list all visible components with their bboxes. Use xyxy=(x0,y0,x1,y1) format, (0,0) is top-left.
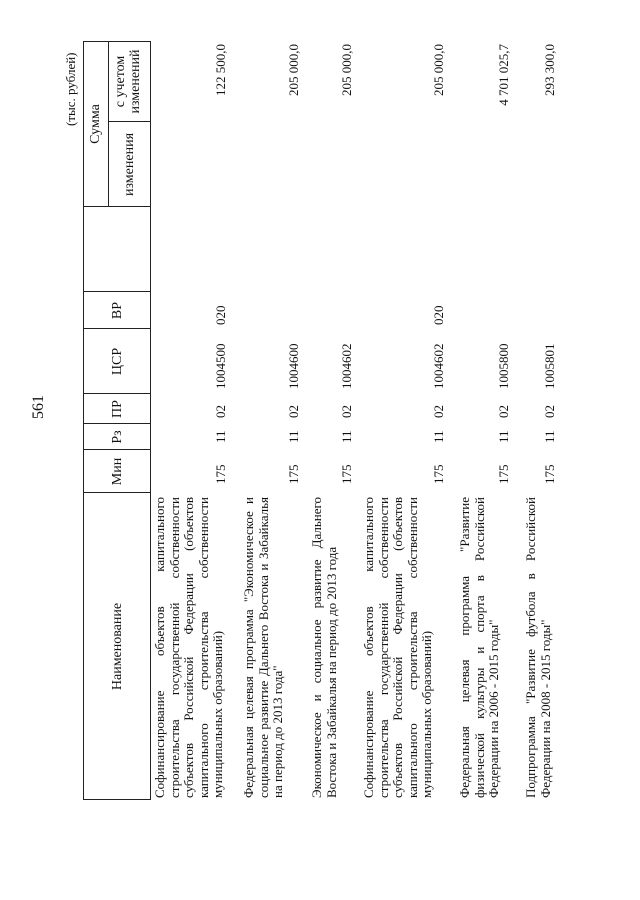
header-rz: Рз xyxy=(110,430,125,444)
row5-csr: 1005800 xyxy=(496,343,511,389)
row3-with-changes: 205 000,0 xyxy=(339,44,354,96)
row5-with-changes: 4 701 025,7 xyxy=(496,44,511,106)
header-name: Наименование xyxy=(110,602,125,691)
row2-with-changes: 205 000,0 xyxy=(286,44,301,96)
row4-csr: 1004602 xyxy=(431,343,446,389)
row4-min: 175 xyxy=(431,464,446,484)
row1-vr: 020 xyxy=(213,305,228,325)
row6-name: Подпрограмма "Развитие футбола в Российской Федерации на 2008 - 2015 годы" xyxy=(523,497,553,798)
row6-pr: 02 xyxy=(542,405,557,418)
row3-rz: 11 xyxy=(339,430,354,443)
row2-rz: 11 xyxy=(286,430,301,443)
row4-rz: 11 xyxy=(431,430,446,443)
row3-pr: 02 xyxy=(339,405,354,418)
row1-with-changes: 122 500,0 xyxy=(213,44,228,96)
sum-header-divider xyxy=(108,41,109,207)
row1-rz: 11 xyxy=(213,430,228,443)
header-min: Мин xyxy=(110,457,125,486)
row1-min: 175 xyxy=(213,464,228,484)
row2-csr: 1004600 xyxy=(286,343,301,389)
header-with-changes-line1: с учетом xyxy=(113,55,128,108)
row6-with-changes: 293 300,0 xyxy=(542,44,557,96)
row5-pr: 02 xyxy=(496,405,511,418)
header-bottom-border xyxy=(150,41,151,800)
row4-vr: 020 xyxy=(431,305,446,325)
row6-rz: 11 xyxy=(542,430,557,443)
row4-name: Софинансирование объектов капитального строительства государственной собственности субъектов Российской Федерации (объектов капитального строительства собственности муниципальных образований) xyxy=(361,497,435,798)
row6-min: 175 xyxy=(542,464,557,484)
row5-rz: 11 xyxy=(496,430,511,443)
row5-min: 175 xyxy=(496,464,511,484)
row2-name: Федеральная целевая программа "Экономическое и социальное развитие Дальнего Востока и Забайкалья на период до 2013 года" xyxy=(241,497,286,798)
row5-name: Федеральная целевая программа "Развитие физической культуры и спорта в Российской Федерации на 2006 - 2015 годы" xyxy=(457,497,502,798)
row4-with-changes: 205 000,0 xyxy=(431,44,446,96)
row6-csr: 1005801 xyxy=(542,343,557,389)
row3-min: 175 xyxy=(339,464,354,484)
row2-min: 175 xyxy=(286,464,301,484)
page-number: 561 xyxy=(30,395,47,419)
row2-pr: 02 xyxy=(286,405,301,418)
header-vr: ВР xyxy=(110,301,125,320)
header-with-changes xyxy=(113,41,143,122)
row3-csr: 1004602 xyxy=(339,343,354,389)
row1-csr: 1004500 xyxy=(213,343,228,389)
units-label: (тыс. рублей) xyxy=(63,52,78,126)
table-top-border xyxy=(83,41,84,800)
header-pr: ПР xyxy=(110,400,125,418)
header-with-changes-line2: изменений xyxy=(128,49,143,114)
header-changes: изменения xyxy=(122,132,137,197)
row1-pr: 02 xyxy=(213,405,228,418)
header-csr: ЦСР xyxy=(110,347,125,376)
row4-pr: 02 xyxy=(431,405,446,418)
row3-name: Экономическое и социальное развитие Дальнего Востока и Забайкалья на период до 2013 года xyxy=(309,497,339,798)
header-sum: Сумма xyxy=(88,104,103,144)
row1-name: Софинансирование объектов капитального строительства государственной собственности субъектов Российской Федерации (объектов капитального строительства собственности муниципальных образований) xyxy=(152,497,226,798)
